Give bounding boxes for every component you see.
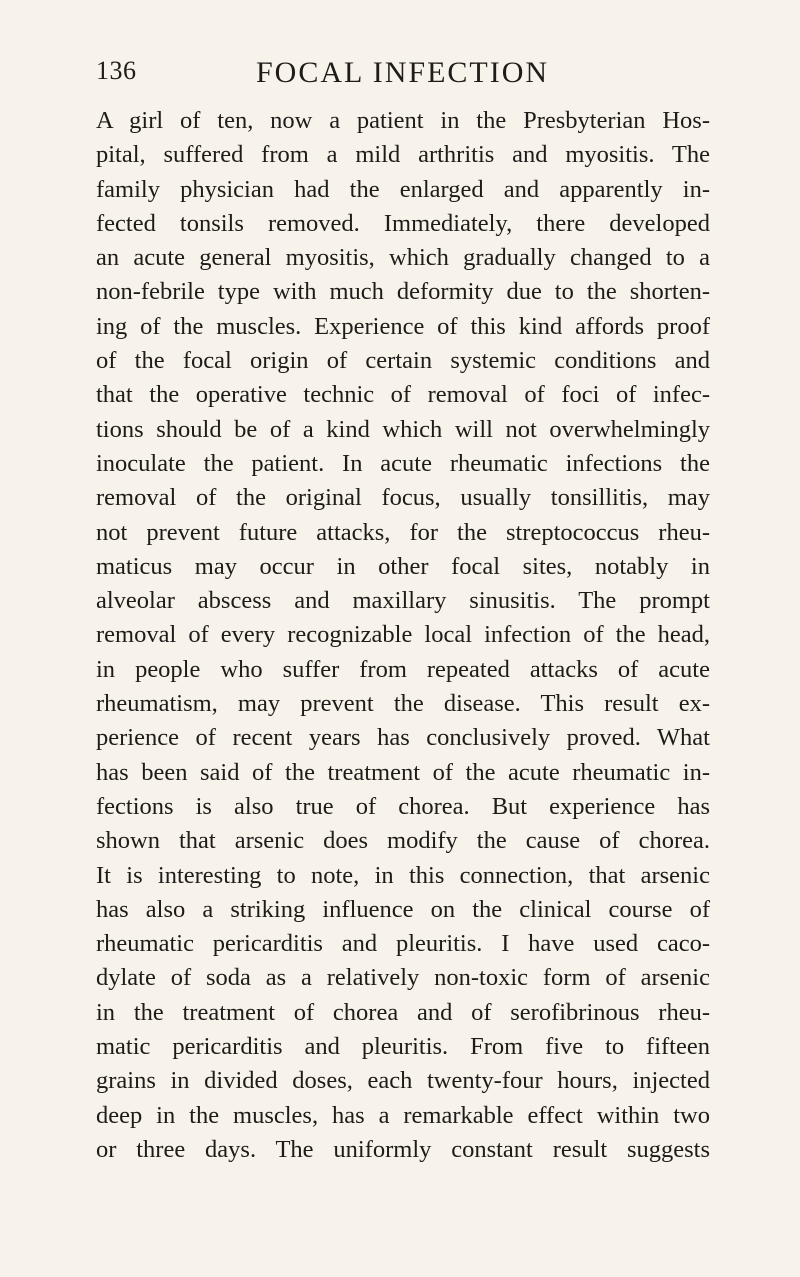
text-line: an acute general myositis, which gradually changed to a [96,244,710,272]
text-line: removal of the original focus, usually tonsillitis, may [96,484,710,512]
text-line: matic pericarditis and pleuritis. From five to fifteen [96,1033,710,1061]
page-number: 136 [96,56,137,85]
text-line: in the treatment of chorea and of serofibrinous rheu- [96,998,710,1026]
text-line: rheumatism, may prevent the disease. This result ex- [96,690,710,718]
text-line: alveolar abscess and maxillary sinusitis. The prompt [96,587,710,615]
text-line: It is interesting to note, in this connection, that arsenic [96,861,710,889]
text-line: removal of every recognizable local infection of the head, [96,621,710,649]
text-line: rheumatic pericarditis and pleuritis. I have used caco- [96,930,710,958]
text-line: in people who suffer from repeated attacks of acute [96,655,710,683]
running-title: FOCAL INFECTION [256,56,550,89]
text-line: non-febrile type with much deformity due to the shorten- [96,278,710,306]
text-line: of the focal origin of certain systemic conditions and [96,347,710,375]
text-line: family physician had the enlarged and apparently in- [96,175,710,203]
text-line: inoculate the patient. In acute rheumatic infections the [96,449,710,477]
running-head [96,56,716,100]
text-line: maticus may occur in other focal sites, notably in [96,552,710,580]
text-line: has been said of the treatment of the acute rheumatic in- [96,758,710,786]
text-line: dylate of soda as a relatively non-toxic form of arsenic [96,964,710,992]
text-line: pital, suffered from a mild arthritis and myositis. The [96,141,710,169]
text-line: that the operative technic of removal of foci of infec- [96,381,710,409]
text-line: ing of the muscles. Experience of this kind affords proof [96,312,710,340]
text-line: deep in the muscles, has a remarkable effect within two [96,1101,710,1129]
text-line: grains in divided doses, each twenty-four hours, injected [96,1067,710,1095]
body-paragraph [96,104,710,1167]
text-line: perience of recent years has conclusively proved. What [96,724,710,752]
text-line: or three days. The uniformly constant result suggests [96,1135,710,1163]
text-line: A girl of ten, now a patient in the Presbyterian Hos- [96,107,710,134]
text-line: fected tonsils removed. Immediately, there developed [96,209,710,237]
text-line: not prevent future attacks, for the streptococcus rheu- [96,518,710,546]
text-line: fections is also true of chorea. But experience has [96,792,710,820]
text-line: tions should be of a kind which will not overwhelmingly [96,415,710,443]
text-line: shown that arsenic does modify the cause of chorea. [96,827,710,855]
text-line: has also a striking influence on the clinical course of [96,895,710,923]
